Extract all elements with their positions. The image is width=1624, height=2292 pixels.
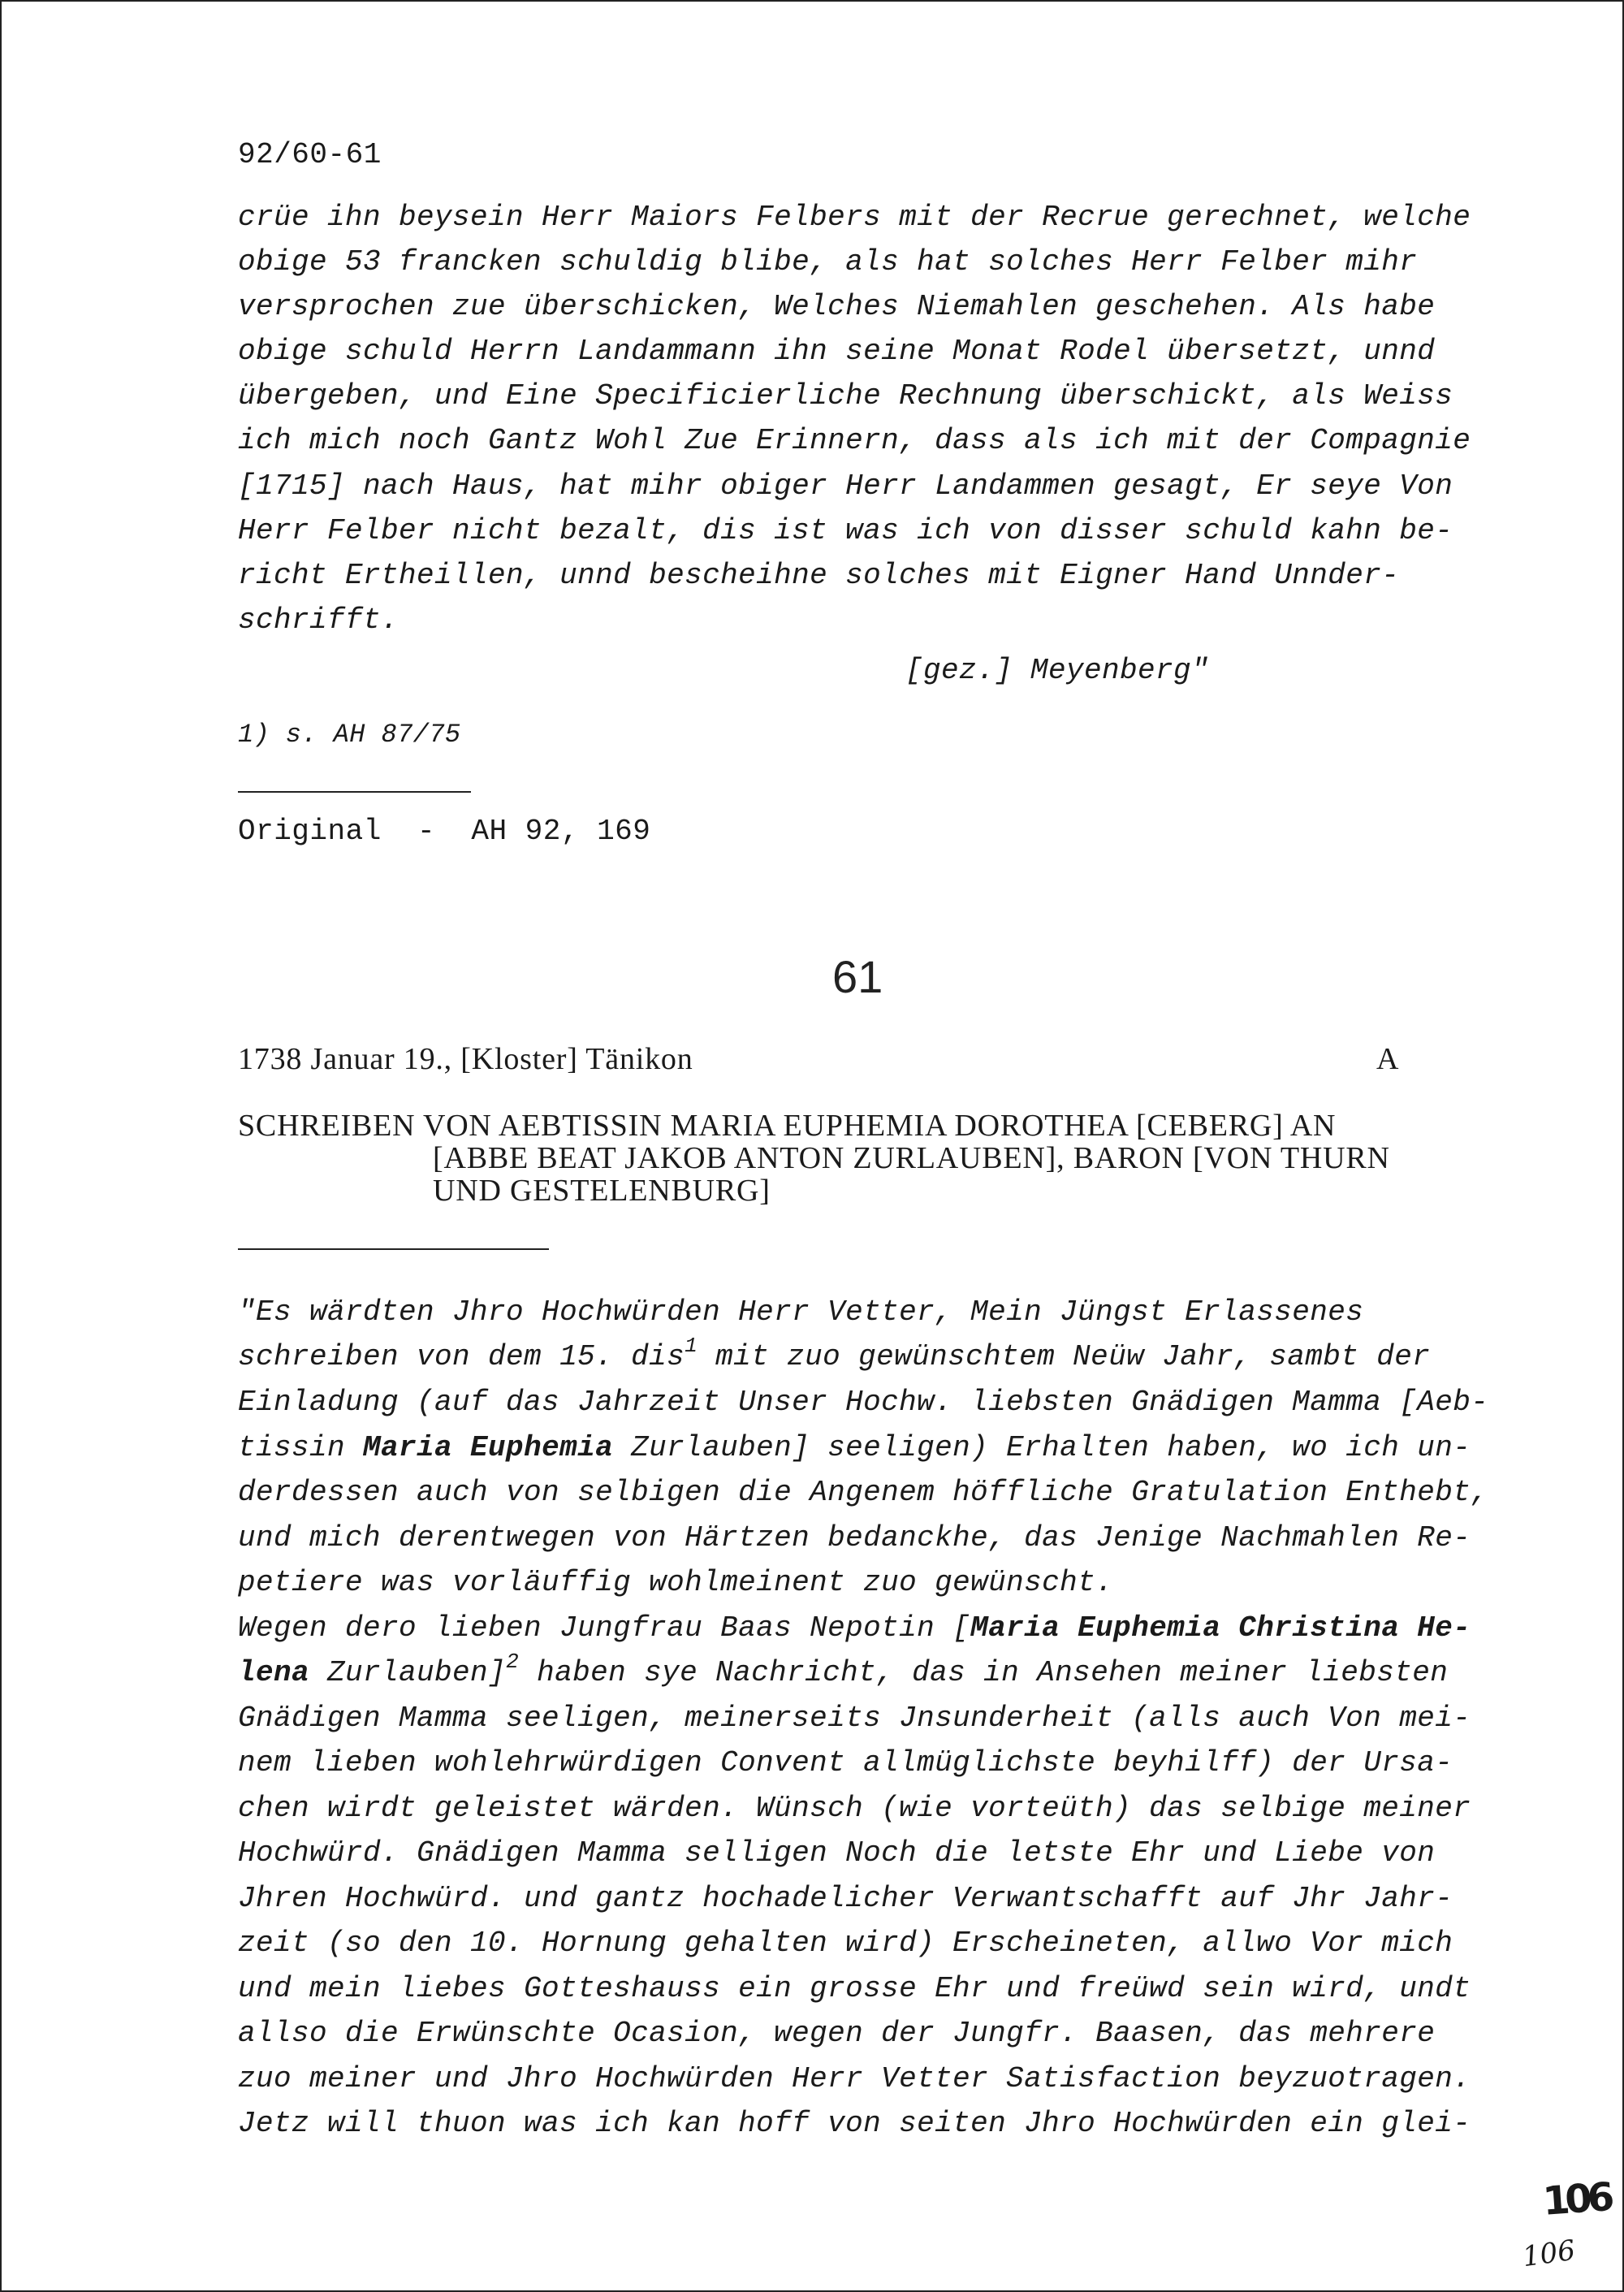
document-number: 61 — [832, 951, 883, 1002]
body-line: Gnädigen Mamma seeligen, meinerseits Jnsunderheit (alls auch Von mei- — [238, 1702, 1471, 1735]
footnote-divider — [238, 791, 471, 793]
body-line: Einladung (auf das Jahrzeit Unser Hochw. liebsten Gnädigen Mamma [Aeb- — [238, 1386, 1489, 1419]
body-text: schreiben von dem 15. dis — [238, 1340, 685, 1373]
page-reference: 92/60-61 — [238, 138, 382, 171]
text-line: crüe ihn beysein Herr Maiors Felbers mit der Recrue gerechnet, welche — [238, 201, 1471, 234]
text-line: Herr Felber nicht bezalt, dis ist was ich von disser schuld kahn be- — [238, 514, 1453, 547]
text-line: schrifft. — [238, 603, 400, 637]
bold-name: lena — [238, 1656, 310, 1689]
body-line: Jetz will thuon was ich kan hoff von seiten Jhro Hochwürden ein glei- — [238, 2107, 1471, 2140]
body-line: zeit (so den 10. Hornung gehalten wird) Erscheineten, allwo Vor mich — [238, 1927, 1453, 1960]
body-text: mit zuo gewünschtem Neüw Jahr, sambt der — [698, 1340, 1431, 1373]
signature: [gez.] Meyenberg" — [905, 654, 1210, 687]
body-line: Jhren Hochwürd. und gantz hochadelicher Verwantschafft auf Jhr Jahr- — [238, 1882, 1453, 1915]
body-line: Hochwürd. Gnädigen Mamma selligen Noch die letste Ehr und Liebe von — [238, 1836, 1436, 1870]
body-line: allso die Erwünschte Ocasion, wegen der Jungfr. Baasen, das mehrere — [238, 2017, 1436, 2050]
title-divider — [238, 1248, 549, 1250]
body-text: tissin — [238, 1431, 364, 1464]
date-place: 1738 Januar 19., [Kloster] Tänikon — [238, 1042, 693, 1076]
footnote-marker: 1 — [685, 1334, 698, 1358]
classification-mark: A — [1376, 1042, 1400, 1076]
text-line: richt Ertheillen, unnd bescheihne solches mit Eigner Hand Unnder- — [238, 559, 1400, 592]
footnote: 1) s. AH 87/75 — [238, 720, 461, 750]
body-line — [238, 1431, 1471, 1464]
bold-name: Maria Euphemia Christina He- — [970, 1611, 1471, 1645]
body-line: und mein liebes Gotteshauss ein grosse Ehr und freüwd sein wird, undt — [238, 1972, 1471, 2005]
body-text: Zurlauben] — [309, 1656, 507, 1689]
footnote-marker: 2 — [506, 1650, 520, 1674]
body-line: chen wirdt geleistet wärden. Wünsch (wie vorteüth) das selbige meiner — [238, 1792, 1471, 1825]
body-line: nem lieben wohlehrwürdigen Convent allmüglichste beyhilff) der Ursa- — [238, 1746, 1453, 1780]
bold-name: Maria Euphemia — [363, 1431, 614, 1464]
body-line — [238, 1334, 1431, 1373]
text-line: übergeben, und Eine Specificierliche Rechnung überschickt, als Weiss — [238, 379, 1453, 413]
body-text: haben sye Nachricht, das in Ansehen meiner liebsten — [519, 1656, 1449, 1689]
body-line: und mich derentwegen von Härtzen bedanckhe, das Jenige Nachmahlen Re- — [238, 1521, 1471, 1555]
source-reference: Original - AH 92, 169 — [238, 815, 651, 848]
title-line: SCHREIBEN VON AEBTISSIN MARIA EUPHEMIA DOROTHEA [CEBERG] AN — [238, 1109, 1337, 1143]
body-line — [238, 1650, 1449, 1689]
body-line: derdessen auch von selbigen die Angenem höffliche Gratulation Enthebt, — [238, 1476, 1489, 1509]
body-text: Wegen dero lieben Jungfrau Baas Nepotin [ — [238, 1611, 971, 1645]
handwritten-page-number: 106 — [1520, 2234, 1578, 2274]
body-line: petiere was vorläuffig wohlmeinent zuo gewünscht. — [238, 1566, 1114, 1599]
text-line: versprochen zue überschicken, Welches Niemahlen geschehen. Als habe — [238, 290, 1436, 323]
text-line: [1715] nach Haus, hat mihr obiger Herr Landammen gesagt, Er seye Von — [238, 469, 1453, 503]
title-line: [ABBE BEAT JAKOB ANTON ZURLAUBEN], BARON [VON THURN — [433, 1141, 1390, 1175]
body-line: zuo meiner und Jhro Hochwürden Herr Vetter Satisfaction beyzuotragen. — [238, 2062, 1471, 2095]
page-number-stamp: 106 — [1541, 2174, 1612, 2225]
body-text: Zurlauben] seeligen) Erhalten haben, wo ich un- — [613, 1431, 1471, 1464]
title-line: UND GESTELENBURG] — [433, 1174, 771, 1208]
body-line — [238, 1611, 1471, 1645]
text-line: ich mich noch Gantz Wohl Zue Erinnern, dass als ich mit der Compagnie — [238, 424, 1471, 457]
text-line: obige schuld Herrn Landammann ihn seine Monat Rodel übersetzt, unnd — [238, 335, 1436, 368]
body-line: "Es wärdten Jhro Hochwürden Herr Vetter, Mein Jüngst Erlassenes — [238, 1295, 1364, 1329]
text-line: obige 53 francken schuldig blibe, als hat solches Herr Felber mihr — [238, 245, 1418, 279]
